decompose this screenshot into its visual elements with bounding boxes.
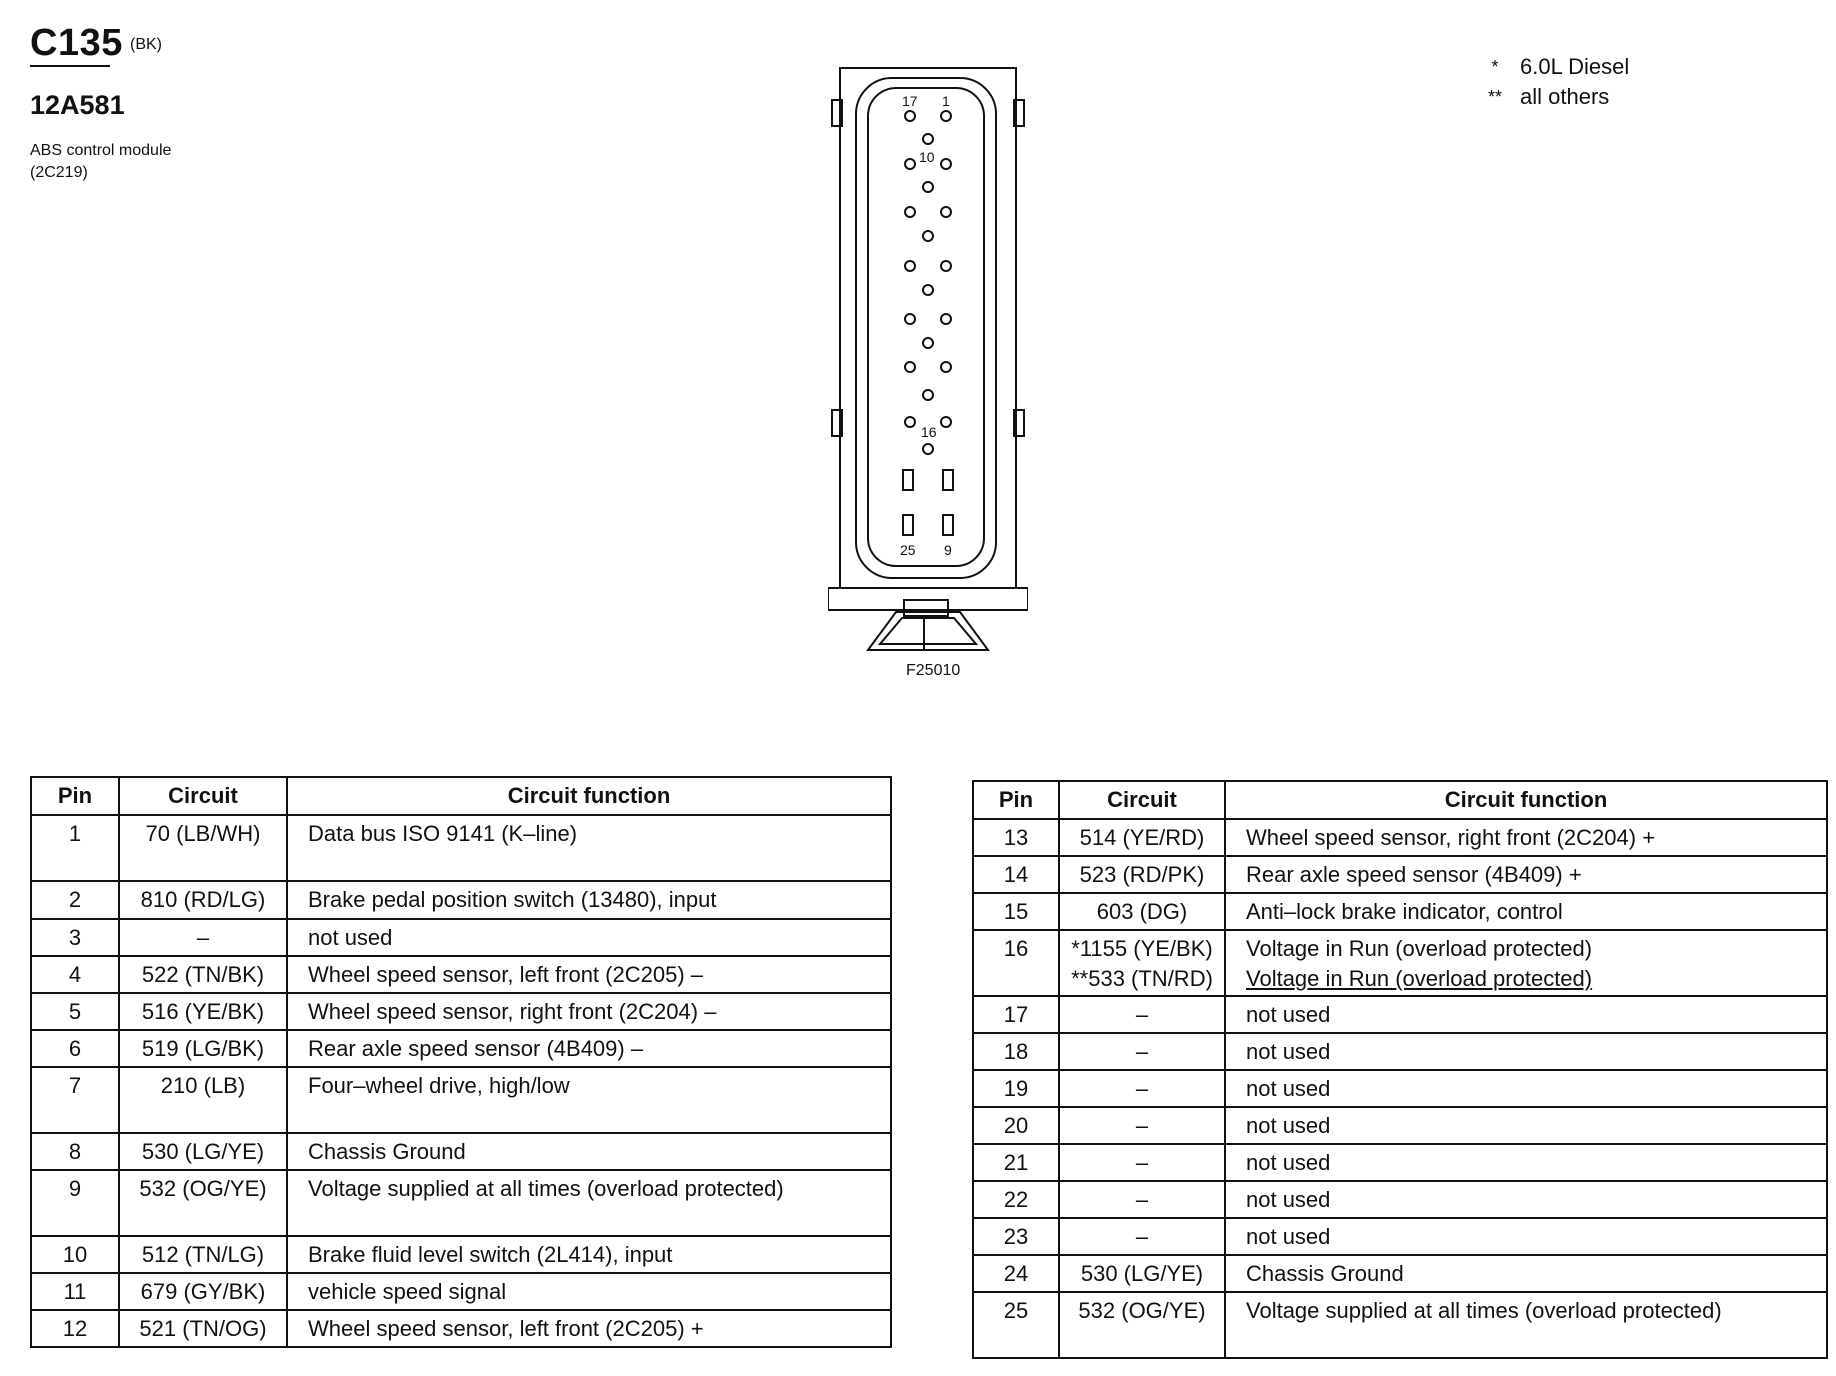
header-pin: Pin — [973, 781, 1059, 819]
function-cell: Rear axle speed sensor (4B409) – — [287, 1030, 891, 1067]
pin-6 — [941, 362, 951, 372]
circuit-cell: 530 (LG/YE) — [1059, 1255, 1225, 1292]
table-row — [973, 996, 1827, 1033]
circuit-cell: 532 (OG/YE) — [1059, 1292, 1225, 1358]
pin-cell: 15 — [973, 893, 1059, 930]
pin-cell: 11 — [31, 1273, 119, 1310]
circuit-cell: – — [1059, 1218, 1225, 1255]
figure-label: F25010 — [906, 662, 961, 679]
pin-cell: 10 — [31, 1236, 119, 1273]
connector-color: (BK) — [130, 36, 162, 53]
table-row — [973, 1292, 1827, 1358]
table-row — [973, 966, 1827, 996]
pin-14 — [905, 362, 915, 372]
title-underline — [30, 65, 110, 67]
pin-cell: 22 — [973, 1181, 1059, 1218]
pin-10 — [905, 159, 915, 169]
function-cell: Voltage supplied at all times (overload protected) — [287, 1170, 891, 1236]
pin-cell: 9 — [31, 1170, 119, 1236]
pin-12 — [905, 261, 915, 271]
circuit-cell: 516 (YE/BK) — [119, 993, 287, 1030]
header-circuit: Circuit — [119, 777, 287, 815]
circuit-cell: – — [1059, 996, 1225, 1033]
circuit-cell: 70 (LB/WH) — [119, 815, 287, 881]
pin-9 — [943, 515, 953, 535]
function-cell: Voltage supplied at all times (overload protected) — [1225, 1292, 1827, 1358]
pin-19 — [923, 182, 933, 192]
table-row — [973, 1218, 1827, 1255]
pin-cell: 1 — [31, 815, 119, 881]
table-row — [973, 1181, 1827, 1218]
table-row — [973, 1107, 1827, 1144]
pin-2 — [941, 159, 951, 169]
circuit-cell: – — [1059, 1033, 1225, 1070]
pin-table-right — [972, 780, 1828, 1359]
function-cell: not used — [1225, 1033, 1827, 1070]
part-number: 12A581 — [30, 90, 125, 120]
description-line-1: ABS control module — [30, 142, 172, 159]
function-cell: not used — [287, 919, 891, 956]
legend-row-others — [1470, 82, 1629, 112]
circuit-cell: 603 (DG) — [1059, 893, 1225, 930]
function-cell: not used — [1225, 1218, 1827, 1255]
table-row — [973, 893, 1827, 930]
function-cell: Data bus ISO 9141 (K–line) — [287, 815, 891, 881]
table-header-row — [973, 781, 1827, 819]
header-function: Circuit function — [287, 777, 891, 815]
circuit-cell: 521 (TN/OG) — [119, 1310, 287, 1347]
pin-cell: 3 — [31, 919, 119, 956]
pin-cell: 12 — [31, 1310, 119, 1347]
description-line-2: (2C219) — [30, 164, 88, 181]
table-row — [31, 815, 891, 881]
pin-1 — [941, 111, 951, 121]
circuit-cell: 522 (TN/BK) — [119, 956, 287, 993]
function-cell: not used — [1225, 1107, 1827, 1144]
circuit-cell: 810 (RD/LG) — [119, 881, 287, 919]
function-cell: Brake fluid level switch (2L414), input — [287, 1236, 891, 1273]
function-cell: Wheel speed sensor, left front (2C205) + — [287, 1310, 891, 1347]
pin-cell: 25 — [973, 1292, 1059, 1358]
pin-cell: 20 — [973, 1107, 1059, 1144]
function-cell: Chassis Ground — [287, 1133, 891, 1170]
circuit-cell: – — [1059, 1107, 1225, 1144]
pin-8 — [943, 470, 953, 490]
pin-25 — [903, 515, 913, 535]
circuit-cell: *1155 (YE/BK) — [1059, 930, 1225, 966]
pin-cell: 21 — [973, 1144, 1059, 1181]
circuit-cell: – — [1059, 1144, 1225, 1181]
circuit-cell: 514 (YE/RD) — [1059, 819, 1225, 856]
table-header-row — [31, 777, 891, 815]
circuit-cell: – — [1059, 1070, 1225, 1107]
legend-mark: * — [1491, 57, 1499, 77]
circuit-cell: 679 (GY/BK) — [119, 1273, 287, 1310]
function-cell: Anti–lock brake indicator, control — [1225, 893, 1827, 930]
connector-foot-inner — [880, 618, 976, 644]
connector-diagram — [828, 60, 1028, 700]
module-description — [30, 140, 171, 184]
pin-cell: 24 — [973, 1255, 1059, 1292]
connector-latch — [904, 600, 948, 616]
table-row — [31, 993, 891, 1030]
table-row — [973, 1144, 1827, 1181]
pin-label-25: 25 — [900, 542, 916, 558]
function-cell: Voltage in Run (overload protected) — [1225, 930, 1827, 966]
table-row — [31, 919, 891, 956]
function-cell: Voltage in Run (overload protected) — [1225, 966, 1827, 996]
pin-label-9: 9 — [944, 542, 952, 558]
pin-label-10: 10 — [919, 149, 935, 165]
table-row — [31, 1310, 891, 1347]
pin-cell: 8 — [31, 1133, 119, 1170]
pin-label-16: 16 — [921, 424, 937, 440]
pin-cell: 2 — [31, 881, 119, 919]
pin-cell: 23 — [973, 1218, 1059, 1255]
header-pin: Pin — [31, 777, 119, 815]
pin-label-1: 1 — [942, 93, 950, 109]
circuit-cell: 532 (OG/YE) — [119, 1170, 287, 1236]
legend-text: 6.0L Diesel — [1520, 54, 1630, 79]
pin-cell: 16 — [973, 930, 1059, 996]
pin-table-left — [30, 776, 892, 1348]
table-row — [31, 881, 891, 919]
table-row — [973, 819, 1827, 856]
pin-5 — [941, 314, 951, 324]
pin-cell: 18 — [973, 1033, 1059, 1070]
circuit-cell: 210 (LB) — [119, 1067, 287, 1133]
pin-3 — [941, 207, 951, 217]
header-function: Circuit function — [1225, 781, 1827, 819]
table-row — [31, 1030, 891, 1067]
table-row — [973, 856, 1827, 893]
table-row — [31, 1170, 891, 1236]
function-cell: Chassis Ground — [1225, 1255, 1827, 1292]
function-cell: Four–wheel drive, high/low — [287, 1067, 891, 1133]
pin-cell: 19 — [973, 1070, 1059, 1107]
pin-cell: 7 — [31, 1067, 119, 1133]
function-cell: Wheel speed sensor, right front (2C204) – — [287, 993, 891, 1030]
table-row — [31, 1067, 891, 1133]
pin-17 — [905, 111, 915, 121]
table-row — [973, 930, 1827, 966]
function-cell: not used — [1225, 1144, 1827, 1181]
function-cell: Wheel speed sensor, left front (2C205) – — [287, 956, 891, 993]
function-cell: Rear axle speed sensor (4B409) + — [1225, 856, 1827, 893]
pin-cell: 6 — [31, 1030, 119, 1067]
pin-11 — [905, 207, 915, 217]
pin-21 — [923, 285, 933, 295]
pin-23 — [923, 390, 933, 400]
function-cell: Brake pedal position switch (13480), input — [287, 881, 891, 919]
legend-row-diesel — [1470, 52, 1629, 82]
pin-cell: 5 — [31, 993, 119, 1030]
pin-13 — [905, 314, 915, 324]
pin-16 — [923, 444, 933, 454]
pin-15 — [905, 417, 915, 427]
header-circuit: Circuit — [1059, 781, 1225, 819]
circuit-cell: 523 (RD/PK) — [1059, 856, 1225, 893]
pin-label-17: 17 — [902, 93, 918, 109]
pin-cell: 17 — [973, 996, 1059, 1033]
circuit-cell: **533 (TN/RD) — [1059, 966, 1225, 996]
pin-20 — [923, 231, 933, 241]
function-cell: not used — [1225, 1181, 1827, 1218]
table-row — [31, 1236, 891, 1273]
pin-22 — [923, 338, 933, 348]
table-row — [973, 1070, 1827, 1107]
pin-18 — [923, 134, 933, 144]
circuit-cell: – — [1059, 1181, 1225, 1218]
function-cell: Wheel speed sensor, right front (2C204) + — [1225, 819, 1827, 856]
circuit-cell: 519 (LG/BK) — [119, 1030, 287, 1067]
pin-4 — [941, 261, 951, 271]
legend-mark: ** — [1487, 87, 1502, 107]
connector-code: C135 — [30, 22, 123, 64]
circuit-cell: – — [119, 919, 287, 956]
legend-text: all others — [1520, 84, 1610, 109]
pin-cell: 13 — [973, 819, 1059, 856]
function-cell: not used — [1225, 1070, 1827, 1107]
pin-7 — [941, 417, 951, 427]
table-row — [973, 1033, 1827, 1070]
circuit-cell: 512 (TN/LG) — [119, 1236, 287, 1273]
table-row — [973, 1255, 1827, 1292]
pin-cell: 14 — [973, 856, 1059, 893]
table-row — [31, 1133, 891, 1170]
pin-24 — [903, 470, 913, 490]
legend — [1470, 52, 1629, 112]
function-cell: not used — [1225, 996, 1827, 1033]
table-row — [31, 1273, 891, 1310]
connector-outer-shell — [840, 68, 1016, 588]
circuit-cell: 530 (LG/YE) — [119, 1133, 287, 1170]
function-cell: vehicle speed signal — [287, 1273, 891, 1310]
pin-cell: 4 — [31, 956, 119, 993]
table-row — [31, 956, 891, 993]
